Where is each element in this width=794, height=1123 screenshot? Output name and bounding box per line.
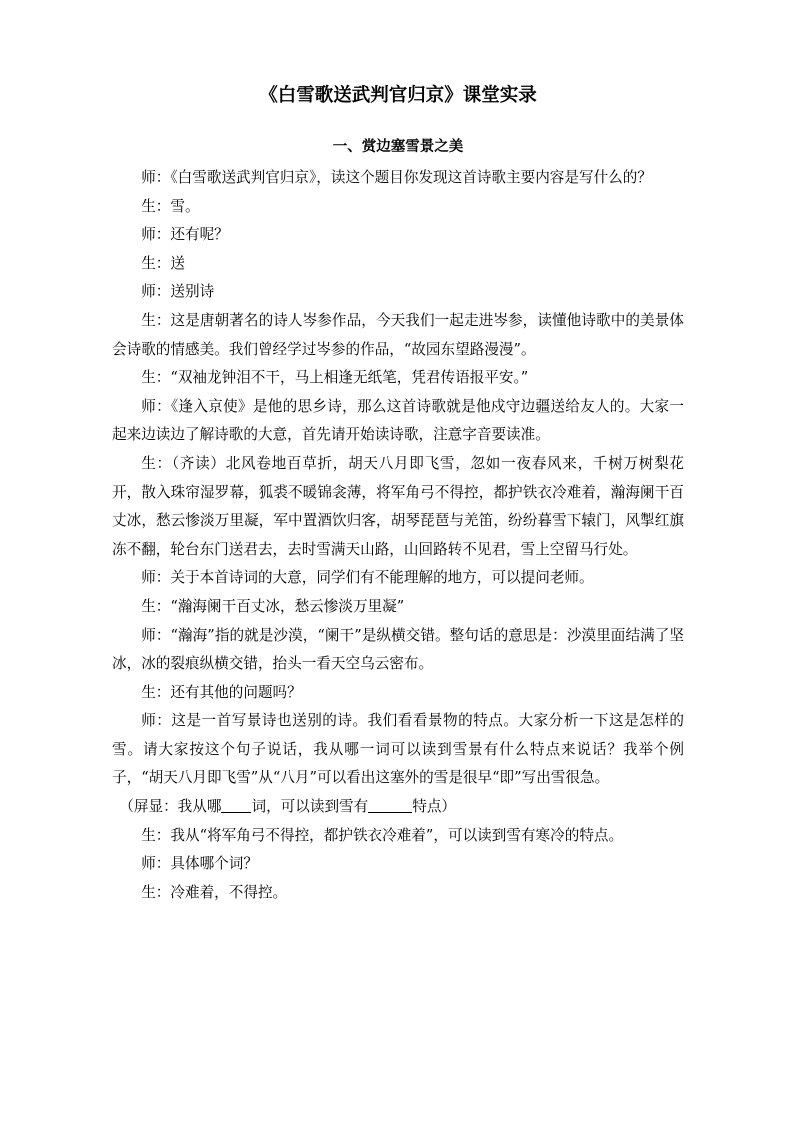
section-heading: 一、赏边塞雪景之美 <box>332 138 464 155</box>
paragraph: 生：冷难着，不得控。 <box>141 883 288 901</box>
paragraph: 生：还有其他的问题吗？ <box>141 683 302 701</box>
dialogue-body <box>112 164 684 907</box>
paragraph: 师：还有呢？ <box>141 226 229 244</box>
prompt-text: （屏显：我从哪 <box>119 798 222 816</box>
paragraph: 生：这是唐朝著名的诗人岑参作品，今天我们一起走进岑参，读懂他诗歌中的美景体会诗歌的情感美。我们曾经学过岑参的作品，“故园东望路漫漫”。 <box>112 311 684 358</box>
paragraph: 师：《逢入京使》是他的思乡诗，那么这首诗歌就是他戍守边疆送给友人的。大家一起来边读边了解诗歌的大意，首先请开始读诗歌，注意字音要读准。 <box>112 397 684 444</box>
paragraph: 师：“瀚海”指的就是沙漠，“阑干”是纵横交错。整句话的意思是：沙漠里面结满了坚冰，冰的裂痕纵横交错，抬头一看天空乌云密布。 <box>112 626 684 673</box>
paragraph: 师：《白雪歌送武判官归京》，读这个题目你发现这首诗歌主要内容是写什么的？ <box>141 169 652 186</box>
prompt-text: 特点） <box>412 798 457 816</box>
paragraph: 生：送 <box>141 254 185 272</box>
prompt-text: 词，可以读到雪有 <box>251 798 369 816</box>
document-title: 《白雪歌送武判官归京》课堂实录 <box>259 85 537 106</box>
paragraph: 生：雪。 <box>141 197 200 215</box>
screen-prompt-line <box>112 793 684 822</box>
paragraph: 生：“瀚海阑干百丈冰，愁云惨淡万里凝” <box>141 597 405 615</box>
paragraph: 师：具体哪个词？ <box>141 855 258 873</box>
paragraph: 生：我从“将军角弓不得控，都护铁衣冷难着”，可以读到雪有寒冷的特点。 <box>141 826 624 844</box>
fill-blank <box>368 798 412 813</box>
paragraph: 生：（齐读）北风卷地百草折，胡天八月即飞雪，忽如一夜春风来，千树万树梨花开，散入珠帘湿罗幕，狐裘不暖锦衾薄，将军角弓不得控，都护铁衣冷难着，瀚海阑干百丈冰，愁云惨淡万里凝，军中置酒饮归客，胡琴琵琶与羌笛，纷纷暮雪下辕门，风掣红旗冻不翻，轮台东门送君去，去时雪满天山路，山回路转不见君，雪上空留马行处。 <box>112 454 684 558</box>
fill-blank <box>221 798 251 813</box>
paragraph: 生：“双袖龙钟泪不干，马上相逢无纸笔，凭君传语报平安。” <box>141 369 529 387</box>
paragraph: 师：送别诗 <box>141 283 215 301</box>
paragraph: 师：这是一首写景诗也送别的诗。我们看看景物的特点。大家分析一下这是怎样的雪。请大家按这个句子说话，我从哪一词可以读到雪景有什么特点来说话？我举个例子，“胡天八月即飞雪”从“八月”可以看出这塞外的雪是很早“即”写出雪很急。 <box>112 712 684 787</box>
paragraph: 师：关于本首诗词的大意，同学们有不能理解的地方，可以提问老师。 <box>141 569 594 587</box>
